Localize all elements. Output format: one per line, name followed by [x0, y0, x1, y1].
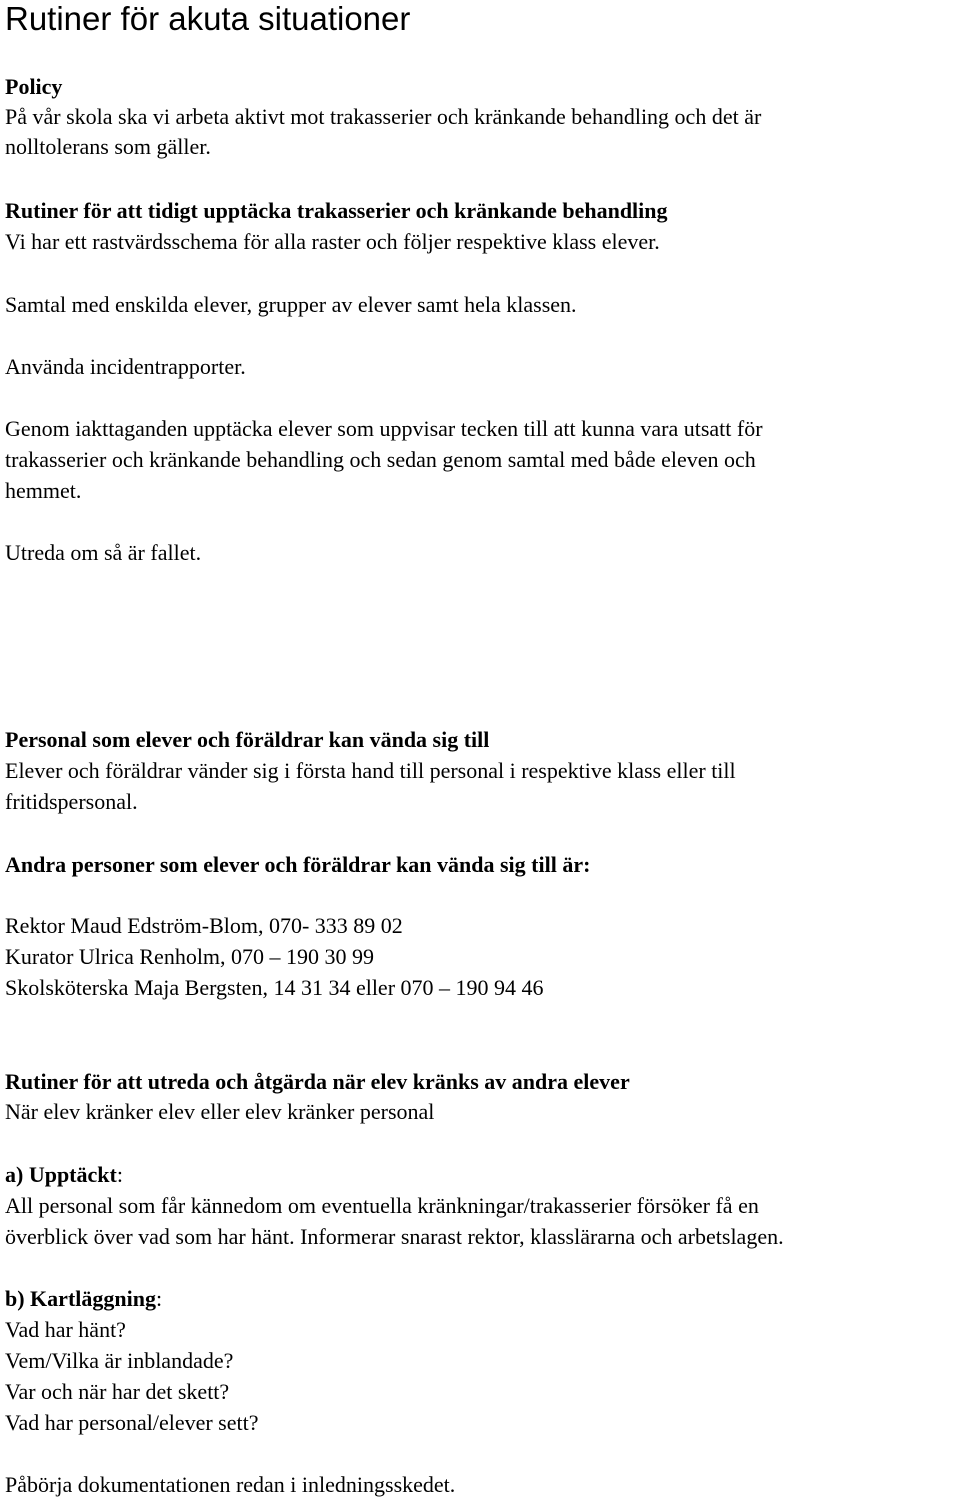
- investigate-subtitle: När elev kränker elev eller elev kränker personal: [5, 1099, 435, 1124]
- paragraph: överblick över vad som har hänt. Informerar snarast rektor, klasslärarna och arbetslagen.: [5, 1224, 784, 1249]
- step-b-title: b) Kartläggning: [5, 1286, 156, 1311]
- list-item: Vad har hänt?: [5, 1317, 126, 1342]
- step-a-colon: :: [116, 1162, 123, 1187]
- contact-line: Kurator Ulrica Renholm, 070 – 190 30 99: [5, 944, 375, 969]
- investigate-heading: Rutiner för att utreda och åtgärda när elev kränks av andra elever: [5, 1069, 630, 1094]
- page-title: Rutiner för akuta situationer: [5, 0, 411, 37]
- paragraph: All personal som får kännedom om eventuella kränkningar/trakasserier försöker få en: [5, 1193, 759, 1218]
- final-note: Påbörja dokumentationen redan i inledningsskedet.: [5, 1472, 456, 1497]
- paragraph: Vi har ett rastvärdsschema för alla raster och följer respektive klass elever.: [5, 229, 660, 254]
- staff-heading: Personal som elever och föräldrar kan vända sig till: [5, 727, 490, 752]
- contact-line: Rektor Maud Edström-Blom, 070- 333 89 02: [5, 913, 403, 938]
- paragraph: Genom iakttaganden upptäcka elever som uppvisar tecken till att kunna vara utsatt för: [5, 416, 763, 441]
- paragraph: Utreda om så är fallet.: [5, 540, 202, 565]
- paragraph: fritidspersonal.: [5, 789, 138, 814]
- paragraph: Samtal med enskilda elever, grupper av elever samt hela klassen.: [5, 292, 577, 317]
- early-detection-heading: Rutiner för att tidigt upptäcka trakasserier och kränkande behandling: [5, 198, 668, 223]
- contact-line: Skolsköterska Maja Bergsten, 14 31 34 eller 070 – 190 94 46: [5, 975, 544, 1000]
- list-item: Var och när har det skett?: [5, 1379, 230, 1404]
- policy-text-line: nolltolerans som gäller.: [5, 134, 211, 159]
- paragraph: trakasserier och kränkande behandling och sedan genom samtal med både eleven och: [5, 447, 756, 472]
- list-item: Vad har personal/elever sett?: [5, 1410, 259, 1435]
- policy-text-line: På vår skola ska vi arbeta aktivt mot trakasserier och kränkande behandling och det är: [5, 104, 762, 129]
- others-heading: Andra personer som elever och föräldrar kan vända sig till är:: [5, 852, 591, 877]
- step-b-label: [5, 1286, 162, 1312]
- step-a-title: a) Upptäckt: [5, 1162, 117, 1187]
- step-a-label: [5, 1162, 123, 1188]
- list-item: Vem/Vilka är inblandade?: [5, 1348, 234, 1373]
- paragraph: Använda incidentrapporter.: [5, 354, 246, 379]
- paragraph: Elever och föräldrar vänder sig i första hand till personal i respektive klass eller till: [5, 758, 736, 783]
- step-b-colon: :: [155, 1286, 163, 1311]
- paragraph: hemmet.: [5, 478, 82, 503]
- policy-heading: Policy: [5, 74, 63, 99]
